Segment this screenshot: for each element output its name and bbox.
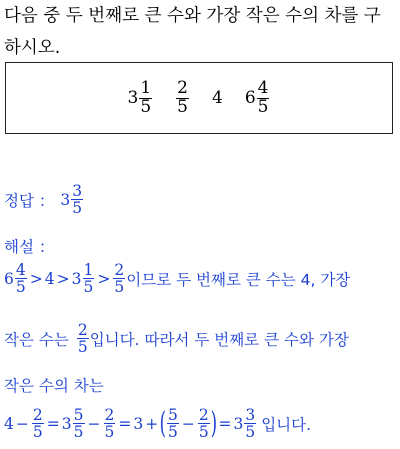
explanation-row3-text: 작은 수의 차는 bbox=[4, 377, 104, 395]
fraction: $\frac{1}{5}$ bbox=[140, 77, 152, 117]
explanation-row-1: 6 $\frac{4}{5}$ > 4 > 3 $\frac{1}{5}$ > $\frac{2}{5}$ 이므로 두 번째로 큰 수는 4, 가장 bbox=[4, 261, 351, 297]
explanation-label: 해설 ： bbox=[4, 238, 55, 256]
explanation-row-2: 작은 수는 $\frac{2}{5}$ 입니다. 따라서 두 번째로 큰 수와 가장 bbox=[4, 321, 349, 357]
question-text-1: 다음 중 두 번째로 큰 수와 가장 작은 수의 차를 구 bbox=[4, 6, 381, 26]
answer-whole: 3 bbox=[60, 190, 71, 209]
number-4: 4 bbox=[212, 88, 223, 108]
fraction: $\frac{4}{5}$ bbox=[257, 77, 269, 117]
number-6-4-5: 6 $\frac{4}{5}$ bbox=[244, 77, 269, 117]
explanation-row4-text: 입니다. bbox=[261, 415, 312, 434]
number-2-5 bbox=[175, 77, 190, 117]
explanation-row-4: 4 − $\frac{2}{5}$ = 3 $\frac{5}{5}$ − $\frac{2}{5}$ = 3 + ( $\frac{5}{5}$ − $\frac{2}{5}$ ) = 3 $\frac{3}{5}$ 입니다. bbox=[4, 405, 312, 442]
answer-label: 정답 ： bbox=[4, 191, 55, 210]
question-line-2 bbox=[4, 34, 60, 59]
explanation-row1-text: 이므로 두 번째로 큰 수는 4, 가장 bbox=[126, 270, 351, 289]
question-line-1 bbox=[4, 2, 381, 27]
answer-fraction: $\frac{3}{5}$ bbox=[72, 182, 83, 218]
explanation-row-3 bbox=[4, 374, 104, 396]
answer-line bbox=[4, 183, 84, 217]
number-3-1-5: 3 $\frac{1}{5}$ bbox=[127, 77, 152, 117]
explanation-label-line bbox=[4, 235, 54, 257]
fraction: $\frac{2}{5}$ bbox=[177, 77, 188, 117]
question-text-2: 하시오. bbox=[4, 38, 61, 58]
explanation-row2-head: 작은 수는 bbox=[4, 330, 69, 349]
explanation-row2-text: 입니다. 따라서 두 번째로 큰 수와 가장 bbox=[89, 330, 349, 349]
number-box bbox=[5, 62, 393, 134]
